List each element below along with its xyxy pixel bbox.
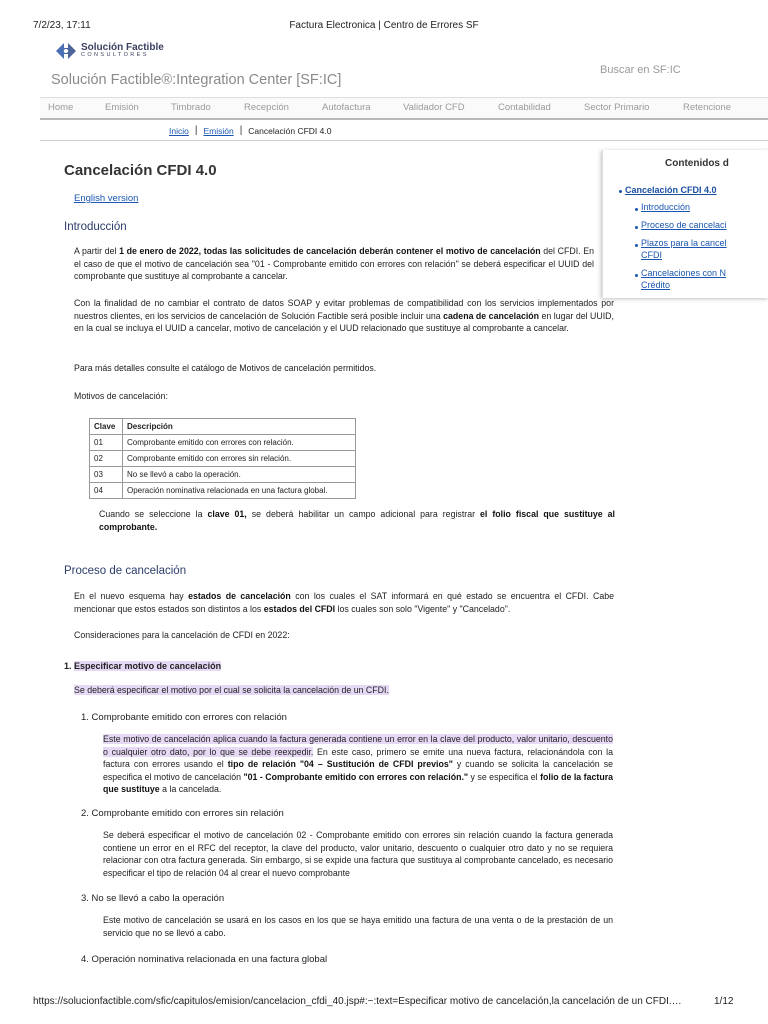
breadcrumb-current: Cancelación CFDI 4.0	[248, 125, 332, 136]
toc-title: Contenidos d	[665, 158, 729, 169]
text: Cuando se seleccione la	[99, 509, 208, 519]
table-row	[90, 467, 356, 483]
proceso-heading: Proceso de cancelación	[64, 565, 187, 577]
step-title: Especificar motivo de cancelación	[74, 661, 222, 671]
step-number: 1.	[64, 661, 72, 671]
divider	[40, 140, 768, 141]
toc-link-proceso[interactable]: Proceso de cancelaci	[641, 220, 727, 230]
breadcrumb-emision[interactable]: Emisión	[203, 125, 234, 136]
intro-paragraph-2	[74, 297, 614, 335]
text: se deberá habilitar un campo adicional para registrar	[246, 509, 481, 519]
breadcrumb-separator: |	[194, 125, 198, 136]
text-bold: "01 - Comprobante emitido con errores con relación."	[243, 771, 469, 782]
bullet-icon	[635, 244, 638, 247]
table-header: Clave	[90, 419, 123, 435]
highlighted-text: Este motivo de cancelación aplica cuando la factura generada contiene un error en la clave del producto, valor unitario, descuento o cualquier otro dato, por lo que se debe reexpedir.	[103, 734, 613, 757]
text-bold: 1 de enero de 2022, todas las solicitudes de cancelación deberán contener el motivo de cancelación	[119, 246, 541, 256]
toc-link-plazos-cont[interactable]: CFDI	[641, 250, 662, 260]
table-cell: 04	[90, 483, 123, 499]
toc-link-introduccion[interactable]: Introducción	[641, 202, 691, 212]
step-1-text	[74, 684, 389, 697]
motivo-4-title: 4. Operación nominativa relacionada en una factura global	[81, 954, 328, 965]
text-bold: cadena de cancelación	[443, 310, 540, 321]
breadcrumb-separator: |	[239, 125, 243, 136]
table-row	[90, 451, 356, 467]
nav-item-recepcion[interactable]: Recepción	[244, 102, 289, 113]
nav-item-retenciones[interactable]: Retencione	[683, 102, 732, 113]
step-1-heading	[64, 660, 221, 673]
site-logo[interactable]	[54, 40, 164, 62]
table-cell: 02	[90, 451, 123, 467]
table-of-contents	[602, 150, 768, 298]
nav-item-sector-primario[interactable]: Sector Primario	[584, 102, 650, 113]
motivo-2-text: Se deberá especificar el motivo de cancelación 02 - Comprobante emitido con errores sin relación cuando la factura generada contiene un error en el RFC del receptor, la clave del producto, valor unitario, descuento o cualquier otro dato y no se requiera relacionar con otra factura generada. Sin embargo, si se expide una factura que sustituya al comprobante cancelado, es necesario especificar el tipo de relación 04 al crear el nuevo comprobante	[103, 830, 613, 878]
clave-01-note	[99, 508, 615, 533]
text: y se especifica el	[468, 771, 541, 782]
text: En este caso, primero se emite una nueva factura, relacionándola con la factura con errores usando el	[103, 746, 613, 770]
toc-link-main[interactable]: Cancelación CFDI 4.0	[625, 185, 717, 195]
motivo-3-title: 3. No se llevó a cabo la operación	[81, 893, 225, 904]
text-bold: estados de cancelación	[188, 591, 291, 601]
text: Con la finalidad de no cambiar el contrato de datos SOAP y evitar problemas de compatibilidad con los servicios implementados por nuestros clientes, en los servicios de cancelación de Solución Factible será posible incluir una	[74, 298, 614, 321]
table-cell: Operación nominativa relacionada en una factura global.	[123, 483, 356, 499]
toc-link-notas-credito-cont[interactable]: Crédito	[641, 280, 671, 290]
motivo-2-title: 2. Comprobante emitido con errores sin relación	[81, 808, 284, 819]
motivo-1-text	[103, 733, 613, 796]
text: a la cancelada.	[159, 784, 222, 795]
table-row	[90, 483, 356, 499]
text: en lugar del UUID, en la cual se incluya el UUID a cancelar, motivo de cancelación y el UUD relacionado que sustituye al comprobante a cancelar.	[74, 310, 614, 334]
highlighted-text: Se deberá especificar el motivo por el cual se solicita la cancelación de un CFDI.	[74, 685, 389, 695]
nav-item-autofactura[interactable]: Autofactura	[322, 102, 371, 113]
nav-item-emision[interactable]: Emisión	[105, 102, 139, 113]
text: En el nuevo esquema hay	[74, 591, 189, 601]
text-bold: estados del CFDI	[263, 603, 336, 614]
nav-item-contabilidad[interactable]: Contabilidad	[498, 102, 551, 113]
intro-paragraph-1	[74, 245, 594, 283]
text-bold: clave 01,	[207, 509, 247, 519]
intro-heading: Introducción	[64, 221, 127, 233]
nav-item-validador[interactable]: Validador CFD	[403, 102, 465, 113]
print-page-number: 1/12	[714, 996, 734, 1007]
english-version-link[interactable]: English version	[74, 193, 139, 204]
search-label[interactable]: Buscar en SF:IC	[600, 64, 681, 76]
toc-link-plazos[interactable]: Plazos para la cancel	[641, 238, 727, 248]
logo-subtitle: CONSULTORES	[81, 52, 149, 59]
bullet-icon	[619, 190, 622, 193]
bullet-icon	[635, 274, 638, 277]
text: del CFDI. En el caso de que el motivo de cancelación sea "01 - Comprobante emitido con errores con relación" se deberá especificar el UUID del comprobante que sustituye al comprobante a cancelar.	[74, 246, 594, 282]
print-url: https://solucionfactible.com/sfic/capitulos/emision/cancelacion_cfdi_40.jsp#:~:text=Especificar motivo de cancelación,la cancelación de un CFDI.…	[33, 996, 682, 1007]
text-bold: tipo de relación "04 – Sustitución de CFDI previos"	[227, 759, 453, 770]
text: A partir del	[74, 246, 120, 256]
breadcrumb-home[interactable]: Inicio	[169, 125, 189, 136]
arrows-logo-icon	[54, 40, 78, 62]
site-title: Solución Factible®:Integration Center [SF:IC]	[51, 72, 342, 88]
text: los cuales son solo "Vigente" y "Cancelado".	[335, 603, 511, 614]
page-title: Cancelación CFDI 4.0	[64, 162, 217, 179]
motivos-table	[89, 418, 356, 499]
table-row	[90, 435, 356, 451]
nav-item-timbrado[interactable]: Timbrado	[171, 102, 211, 113]
table-cell: Comprobante emitido con errores con relación.	[123, 435, 356, 451]
bullet-icon	[635, 226, 638, 229]
text-bold: folio de la factura que sustituye	[103, 771, 614, 795]
print-title: Factura Electronica | Centro de Errores SF	[289, 20, 479, 31]
table-header: Descripción	[123, 419, 356, 435]
print-date: 7/2/23, 17:11	[33, 20, 91, 31]
text: con los cuales el SAT informará en qué estado se encuentra el CFDI. Cabe mencionar que estos estados son distintos a los	[74, 591, 615, 614]
main-nav	[40, 97, 768, 120]
text: y cuando se solicita la cancelación se especifica el motivo de cancelación	[103, 759, 613, 782]
motivo-1-title: 1. Comprobante emitido con errores con relación	[81, 712, 287, 723]
logo-name: Solución Factible	[81, 42, 164, 54]
table-cell: 01	[90, 435, 123, 451]
bullet-icon	[635, 208, 638, 211]
nav-item-home[interactable]: Home	[48, 102, 74, 113]
table-cell: 03	[90, 467, 123, 483]
text-bold: el folio fiscal que sustituye al comprobante.	[99, 509, 615, 532]
toc-link-notas-credito[interactable]: Cancelaciones con N	[641, 268, 727, 278]
breadcrumb	[169, 125, 331, 136]
proceso-paragraph-2: Consideraciones para la cancelación de CFDI en 2022:	[74, 630, 290, 640]
intro-paragraph-3: Para más detalles consulte el catálogo de Motivos de cancelación permitidos.	[74, 363, 377, 373]
table-cell: Comprobante emitido con errores sin relación.	[123, 451, 356, 467]
proceso-paragraph-1	[74, 590, 614, 615]
table-header-row	[90, 419, 356, 435]
motivo-3-text: Este motivo de cancelación se usará en los casos en los que se haya emitido una factura de una venta o de la prestación de un servicio que no se llevó a cabo.	[103, 915, 613, 938]
table-cell: No se llevó a cabo la operación.	[123, 467, 356, 483]
intro-paragraph-4: Motivos de cancelación:	[74, 391, 168, 401]
